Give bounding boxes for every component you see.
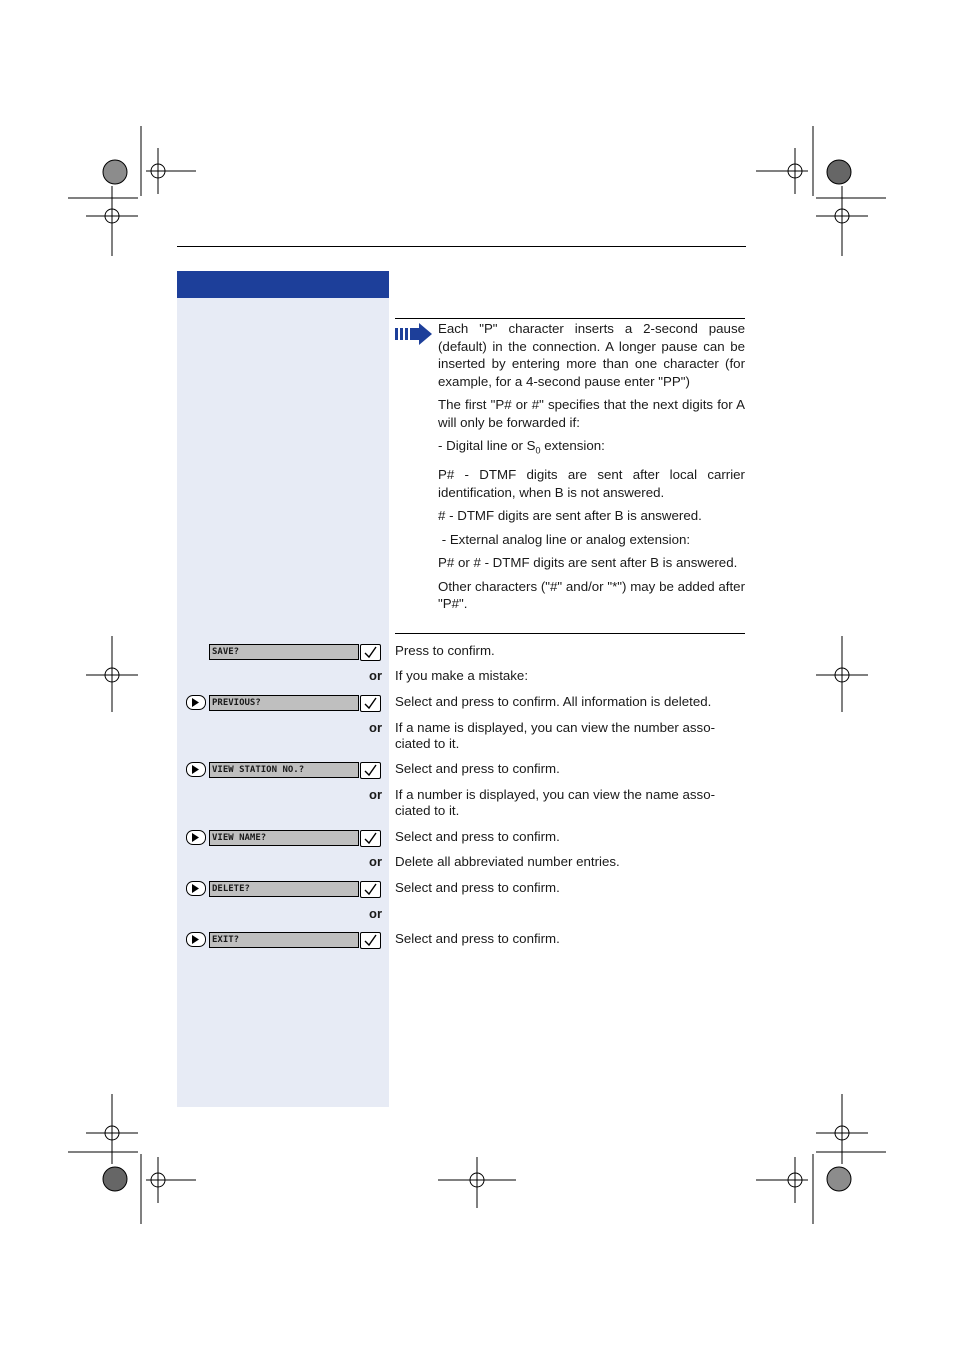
- display-option[interactable]: EXIT?: [209, 932, 359, 948]
- note-digital-suffix: extension:: [540, 438, 605, 453]
- note-paragraph: The first "P# or #" specifies that the next digits for A will only be forwarded if:: [438, 397, 745, 430]
- or-label: or: [369, 854, 382, 869]
- note-paragraph: Other characters ("#" and/or "*") may be added after "P#".: [438, 578, 745, 612]
- step-description: Select and press to confirm.: [395, 880, 560, 895]
- step-description: If a name is displayed, you can view the number asso-ciated to it.: [395, 720, 716, 751]
- display-option[interactable]: PREVIOUS?: [209, 695, 359, 711]
- note-digital-sub: 0: [535, 445, 541, 456]
- display-option[interactable]: VIEW STATION NO.?: [209, 762, 359, 778]
- note-digital-prefix: - Digital line or S: [438, 438, 536, 453]
- display-option[interactable]: SAVE?: [209, 644, 359, 660]
- note-paragraph: P# or # - DTMF digits are sent after B is answered.: [438, 555, 738, 571]
- step-description: Delete all abbreviated number entries.: [395, 854, 620, 869]
- step-description: Select and press to confirm.: [395, 931, 560, 946]
- note-paragraph: P# - DTMF digits are sent after local carrier identification, when B is not answered.: [438, 467, 745, 500]
- step-description: If you make a mistake:: [395, 668, 529, 683]
- note-paragraph: Each "P" character inserts a 2-second pause (default) in the connection. A longer pause can be inserted by entering more than one character (for example, for a 4-second pause enter "PP"): [438, 321, 745, 389]
- note-paragraph: - External analog line or analog extension:: [438, 531, 691, 547]
- note-paragraph: # - DTMF digits are sent after B is answered.: [438, 508, 702, 524]
- step-description: Press to confirm.: [395, 643, 495, 658]
- step-description: Select and press to confirm.: [395, 761, 560, 776]
- or-label: or: [369, 906, 382, 921]
- display-option[interactable]: VIEW NAME?: [209, 830, 359, 846]
- or-label: or: [369, 787, 382, 802]
- or-label: or: [369, 668, 382, 683]
- display-option[interactable]: DELETE?: [209, 881, 359, 897]
- step-description: If a number is displayed, you can view the name asso-ciated to it.: [395, 787, 716, 818]
- step-description: Select and press to confirm.: [395, 829, 560, 844]
- step-description: Select and press to confirm. All information is deleted.: [395, 694, 712, 709]
- or-label: or: [369, 720, 382, 735]
